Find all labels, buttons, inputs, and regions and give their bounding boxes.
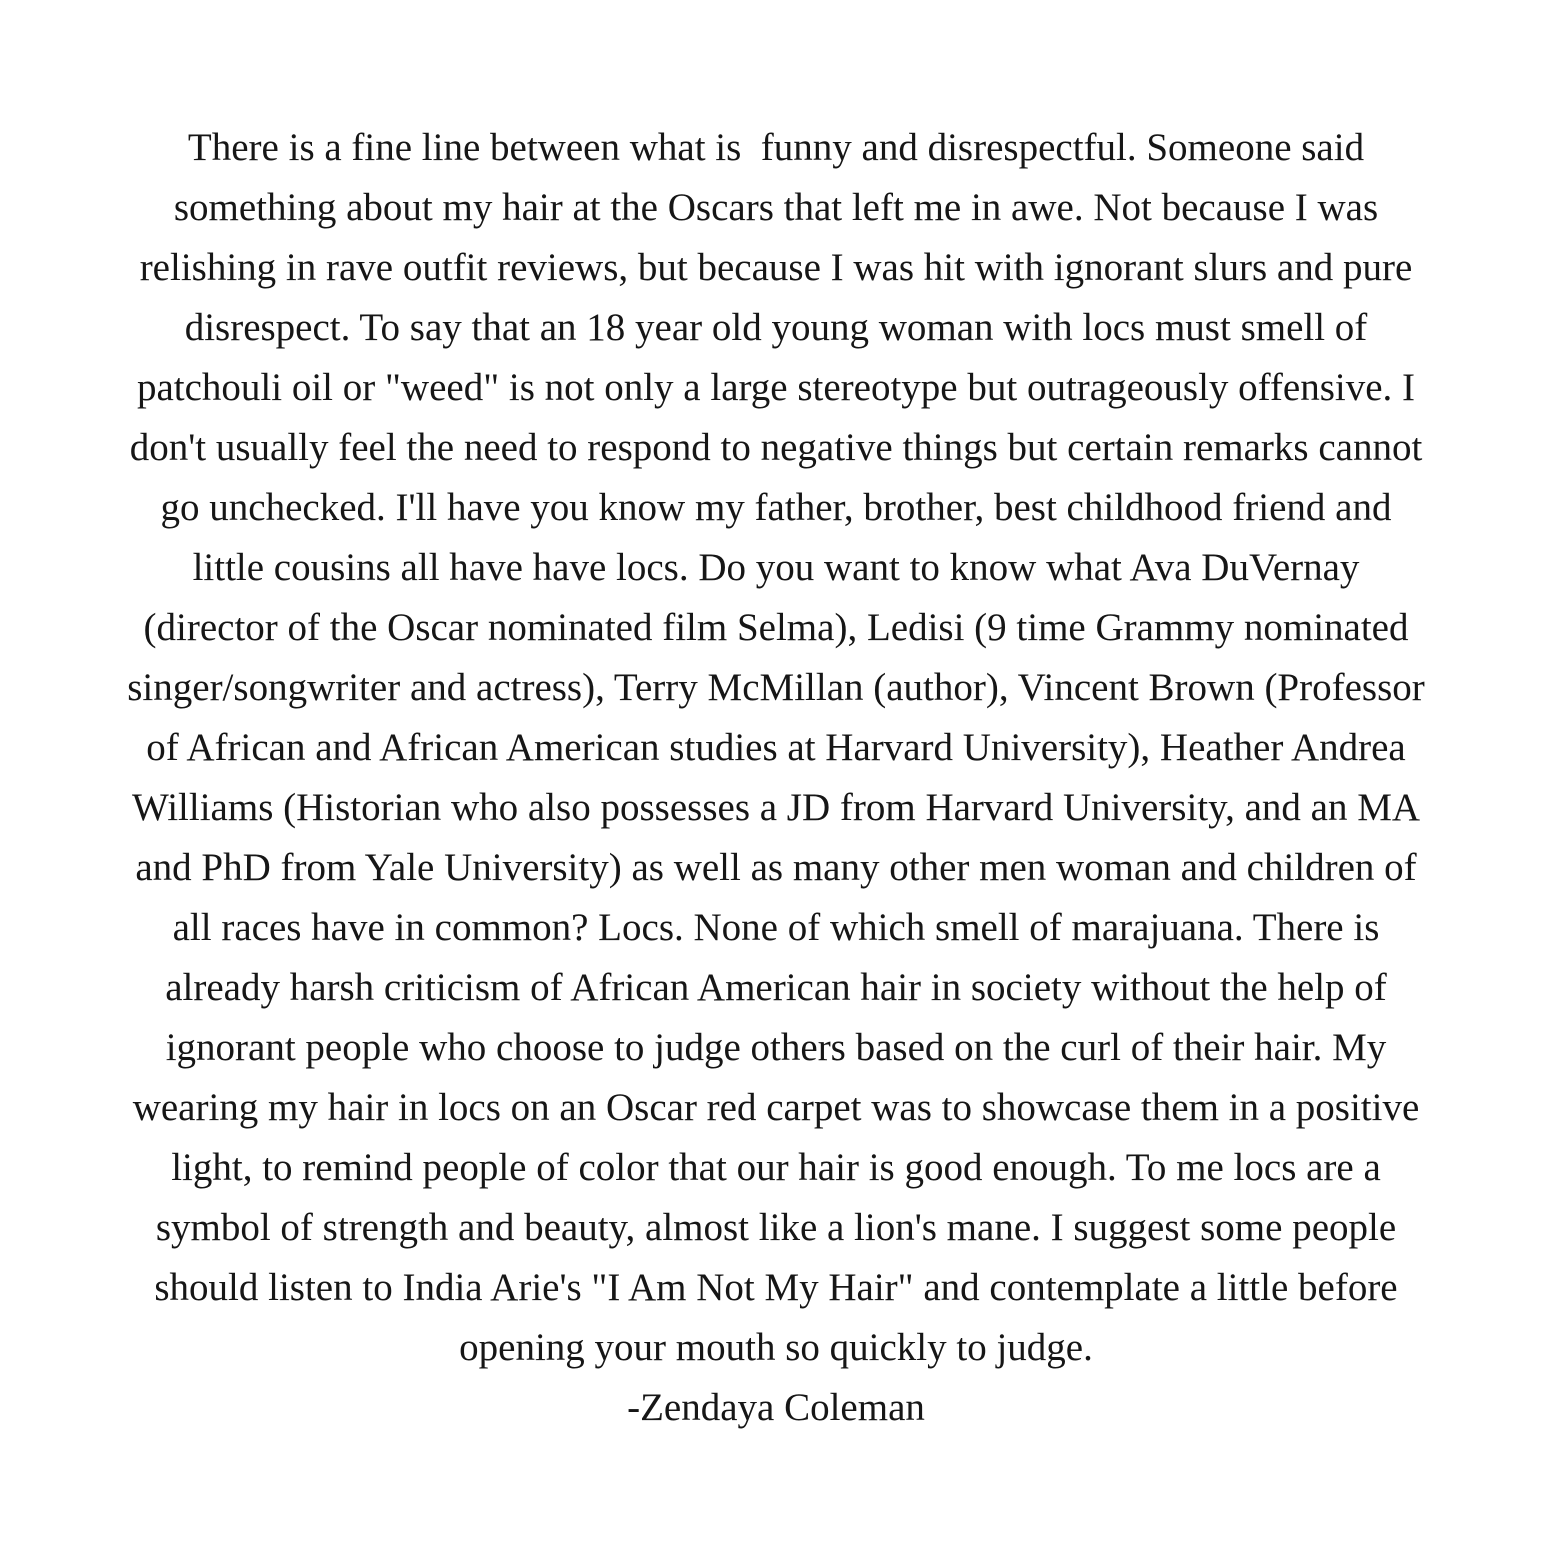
statement-line: and PhD from Yale University) as well as many other men woman and children of [135,846,1417,889]
statement-line: don't usually feel the need to respond to negative things but certain remarks cannot [129,426,1423,469]
statement-line: symbol of strength and beauty, almost like a lion's mane. I suggest some people [155,1206,1397,1249]
statement-line: of African and African American studies at Harvard University), Heather Andrea [146,726,1406,769]
statement-line: ignorant people who choose to judge others based on the curl of their hair. My [165,1026,1387,1069]
statement-line: opening your mouth so quickly to judge. [459,1326,1093,1369]
statement-text [36,118,1516,1438]
statement-line: disrespect. To say that an 18 year old young woman with locs must smell of [184,306,1368,349]
statement-line: relishing in rave outfit reviews, but because I was hit with ignorant slurs and pure [139,246,1413,289]
statement-line: There is a fine line between what is funny and disrespectful. Someone said [187,126,1365,169]
statement-line: something about my hair at the Oscars that left me in awe. Not because I was [173,186,1379,229]
statement-line: little cousins all have have locs. Do you want to know what Ava DuVernay [192,546,1360,589]
statement-line: (director of the Oscar nominated film Selma), Ledisi (9 time Grammy nominated [143,606,1409,649]
statement-line: patchouli oil or "weed" is not only a large stereotype but outrageously offensive. I [136,366,1416,409]
statement-line: Williams (Historian who also possesses a JD from Harvard University, and an MA [131,786,1421,829]
statement-line: go unchecked. I'll have you know my father, brother, best childhood friend and [160,486,1392,529]
statement-line: singer/songwriter and actress), Terry McMillan (author), Vincent Brown (Professor [127,666,1425,709]
signature: -Zendaya Coleman [627,1386,925,1429]
statement-line: should listen to India Arie's "I Am Not My Hair" and contemplate a little before [154,1266,1398,1309]
statement-line: already harsh criticism of African American hair in society without the help of [165,966,1387,1009]
statement-line: light, to remind people of color that our hair is good enough. To me locs are a [171,1146,1381,1189]
statement-line: wearing my hair in locs on an Oscar red carpet was to showcase them in a positive [132,1086,1420,1129]
statement-line: all races have in common? Locs. None of which smell of marajuana. There is [172,906,1380,949]
